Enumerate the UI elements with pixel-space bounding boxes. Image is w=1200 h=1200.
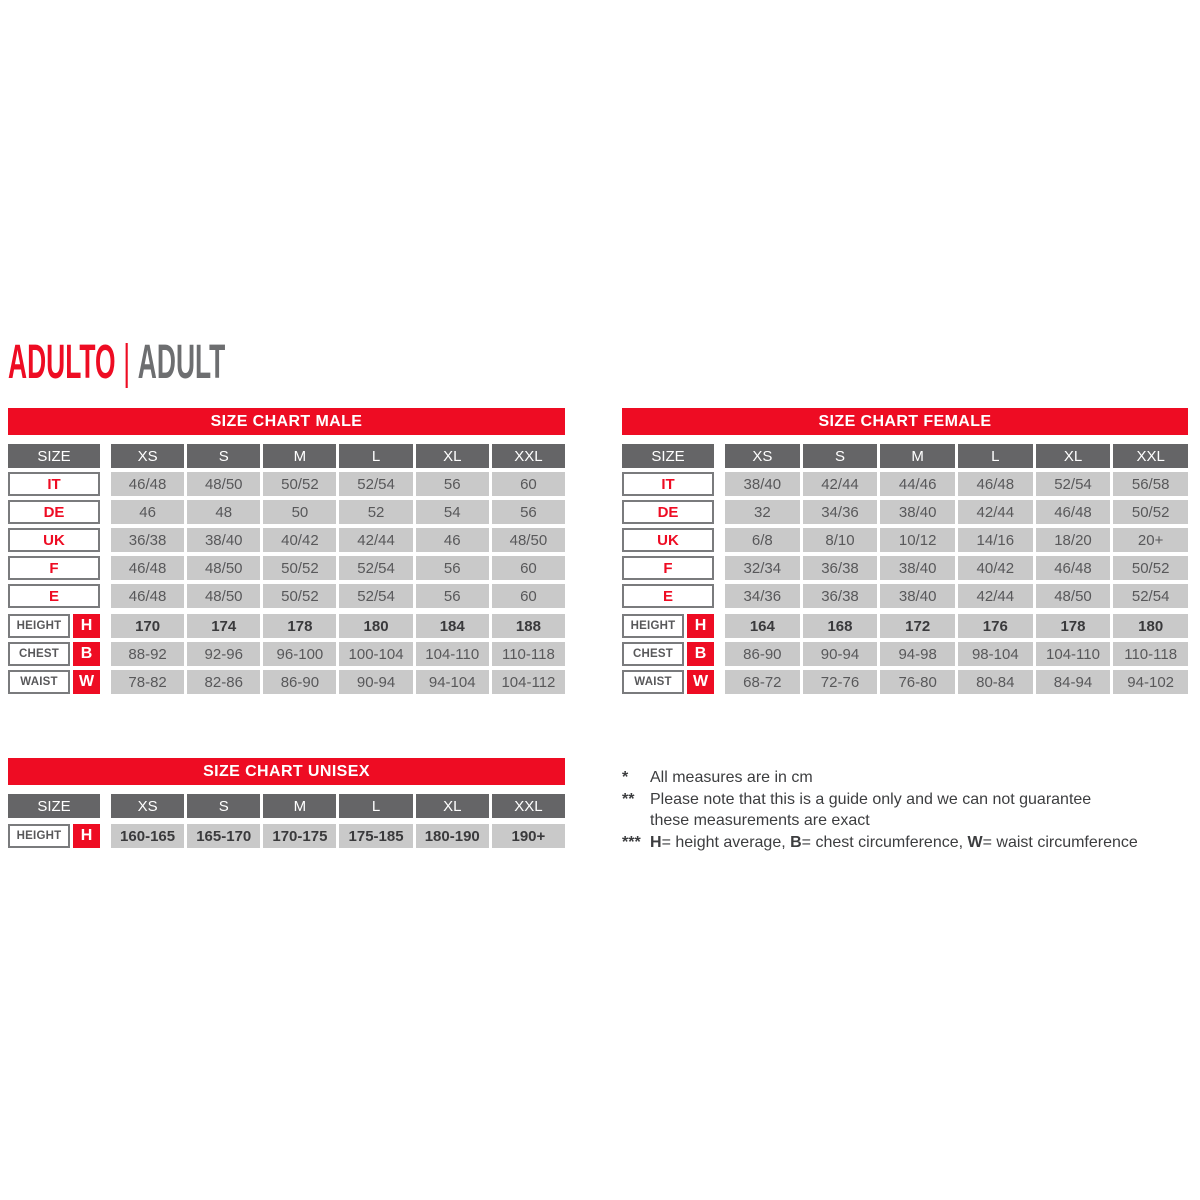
measure-cell: 174 bbox=[187, 614, 260, 638]
spacer bbox=[717, 584, 722, 608]
size-cell: 52/54 bbox=[339, 556, 412, 580]
size-cell: 48 bbox=[187, 500, 260, 524]
spacer bbox=[717, 472, 722, 496]
measure-label: WAIST bbox=[8, 670, 70, 694]
size-cell: 46/48 bbox=[111, 556, 184, 580]
measure-label: WAIST bbox=[622, 670, 684, 694]
legend-h-text: = height average, bbox=[661, 833, 791, 851]
female-row-de bbox=[622, 500, 1188, 524]
size-cell: 46/48 bbox=[1036, 556, 1111, 580]
column-header: SIZE bbox=[622, 444, 714, 468]
page-title-primary: ADULTO bbox=[8, 336, 116, 389]
column-header: L bbox=[958, 444, 1033, 468]
size-cell: 42/44 bbox=[339, 528, 412, 552]
female-row-it bbox=[622, 472, 1188, 496]
female-row-f bbox=[622, 556, 1188, 580]
row-label: UK bbox=[8, 528, 100, 552]
column-header: XS bbox=[111, 794, 184, 818]
measure-cell: 82-86 bbox=[187, 670, 260, 694]
legend-b-text: = chest circumference, bbox=[801, 833, 968, 851]
size-cell: 38/40 bbox=[880, 584, 955, 608]
unisex-row-height bbox=[8, 824, 565, 848]
row-label: UK bbox=[622, 528, 714, 552]
spacer bbox=[717, 444, 722, 468]
size-cell: 32 bbox=[725, 500, 800, 524]
unisex-header-row bbox=[8, 794, 565, 818]
size-cell: 46/48 bbox=[1036, 500, 1111, 524]
measure-label: HEIGHT bbox=[8, 824, 70, 848]
size-chart-male-title: SIZE CHART MALE bbox=[8, 408, 565, 435]
spacer bbox=[103, 472, 108, 496]
measure-cell: 160-165 bbox=[111, 824, 184, 848]
column-header: XL bbox=[416, 444, 489, 468]
measure-cell: 94-98 bbox=[880, 642, 955, 666]
measure-cell: 188 bbox=[492, 614, 565, 638]
size-cell: 14/16 bbox=[958, 528, 1033, 552]
size-cell: 38/40 bbox=[187, 528, 260, 552]
footnote-text: Please note that this is a guide only and we can not guarantee these measurements are exact bbox=[650, 790, 1092, 829]
measure-label-area bbox=[622, 670, 714, 694]
spacer bbox=[103, 670, 108, 694]
spacer bbox=[103, 824, 108, 848]
measure-cell: 110-118 bbox=[492, 642, 565, 666]
size-cell: 46/48 bbox=[111, 472, 184, 496]
row-label: DE bbox=[8, 500, 100, 524]
measure-cell: 84-94 bbox=[1036, 670, 1111, 694]
spacer bbox=[717, 556, 722, 580]
male-row-uk bbox=[8, 528, 565, 552]
measure-cell: 90-94 bbox=[339, 670, 412, 694]
measure-cell: 76-80 bbox=[880, 670, 955, 694]
page-title-secondary: ADULT bbox=[137, 336, 226, 389]
measure-label-area bbox=[8, 670, 100, 694]
measure-cell: 90-94 bbox=[803, 642, 878, 666]
size-cell: 20+ bbox=[1113, 528, 1188, 552]
size-chart-unisex bbox=[8, 758, 565, 852]
male-row-it bbox=[8, 472, 565, 496]
female-row-chest bbox=[622, 642, 1188, 666]
row-label: IT bbox=[8, 472, 100, 496]
measure-letter-badge: H bbox=[687, 614, 714, 638]
size-cell: 18/20 bbox=[1036, 528, 1111, 552]
size-cell: 42/44 bbox=[958, 584, 1033, 608]
measure-letter-badge: B bbox=[687, 642, 714, 666]
size-cell: 52/54 bbox=[1113, 584, 1188, 608]
size-cell: 50 bbox=[263, 500, 336, 524]
page-title-separator: | bbox=[123, 336, 131, 389]
female-row-waist bbox=[622, 670, 1188, 694]
measure-cell: 104-110 bbox=[1036, 642, 1111, 666]
footnotes bbox=[622, 767, 1200, 853]
measure-label: CHEST bbox=[8, 642, 70, 666]
size-cell: 56 bbox=[416, 472, 489, 496]
size-cell: 56 bbox=[416, 584, 489, 608]
measure-cell: 180-190 bbox=[416, 824, 489, 848]
size-cell: 56 bbox=[492, 500, 565, 524]
measure-cell: 110-118 bbox=[1113, 642, 1188, 666]
measure-cell: 104-112 bbox=[492, 670, 565, 694]
size-cell: 36/38 bbox=[803, 584, 878, 608]
measure-cell: 92-96 bbox=[187, 642, 260, 666]
size-cell: 52/54 bbox=[339, 584, 412, 608]
column-header: XXL bbox=[492, 444, 565, 468]
footnote-text bbox=[650, 832, 1200, 854]
size-cell: 38/40 bbox=[880, 500, 955, 524]
size-cell: 52/54 bbox=[1036, 472, 1111, 496]
column-header: S bbox=[803, 444, 878, 468]
spacer bbox=[103, 528, 108, 552]
row-label: DE bbox=[622, 500, 714, 524]
measure-cell: 164 bbox=[725, 614, 800, 638]
column-header: SIZE bbox=[8, 794, 100, 818]
footnote-marker: ** bbox=[622, 790, 635, 808]
male-row-chest bbox=[8, 642, 565, 666]
measure-letter-badge: H bbox=[73, 824, 100, 848]
size-cell: 34/36 bbox=[803, 500, 878, 524]
female-row-uk bbox=[622, 528, 1188, 552]
column-header: L bbox=[339, 794, 412, 818]
measure-label-area bbox=[8, 642, 100, 666]
size-chart-unisex-title: SIZE CHART UNISEX bbox=[8, 758, 565, 785]
column-header: XL bbox=[1036, 444, 1111, 468]
measure-label: HEIGHT bbox=[8, 614, 70, 638]
measure-cell: 94-102 bbox=[1113, 670, 1188, 694]
male-row-de bbox=[8, 500, 565, 524]
legend-h: H bbox=[650, 833, 662, 851]
column-header: XXL bbox=[1113, 444, 1188, 468]
measure-cell: 80-84 bbox=[958, 670, 1033, 694]
size-cell: 46 bbox=[416, 528, 489, 552]
measure-cell: 100-104 bbox=[339, 642, 412, 666]
size-cell: 48/50 bbox=[187, 556, 260, 580]
size-cell: 42/44 bbox=[958, 500, 1033, 524]
male-row-e bbox=[8, 584, 565, 608]
size-cell: 60 bbox=[492, 472, 565, 496]
measure-cell: 165-170 bbox=[187, 824, 260, 848]
measure-letter-badge: B bbox=[73, 642, 100, 666]
measure-cell: 86-90 bbox=[263, 670, 336, 694]
size-cell: 54 bbox=[416, 500, 489, 524]
measure-cell: 78-82 bbox=[111, 670, 184, 694]
measure-cell: 175-185 bbox=[339, 824, 412, 848]
legend-b: B bbox=[790, 833, 802, 851]
size-cell: 36/38 bbox=[803, 556, 878, 580]
size-cell: 50/52 bbox=[263, 556, 336, 580]
size-chart-female bbox=[622, 408, 1188, 698]
male-row-f bbox=[8, 556, 565, 580]
size-cell: 48/50 bbox=[1036, 584, 1111, 608]
measure-cell: 170 bbox=[111, 614, 184, 638]
column-header: XS bbox=[111, 444, 184, 468]
column-header: S bbox=[187, 444, 260, 468]
row-label: E bbox=[622, 584, 714, 608]
size-cell: 38/40 bbox=[725, 472, 800, 496]
footnote-legend bbox=[622, 832, 1200, 854]
footnote-marker: * bbox=[622, 769, 629, 786]
size-cell: 8/10 bbox=[803, 528, 878, 552]
spacer bbox=[103, 642, 108, 666]
spacer bbox=[103, 444, 108, 468]
measure-cell: 172 bbox=[880, 614, 955, 638]
measure-cell: 178 bbox=[263, 614, 336, 638]
measure-label-area bbox=[622, 642, 714, 666]
measure-cell: 168 bbox=[803, 614, 878, 638]
size-cell: 42/44 bbox=[803, 472, 878, 496]
spacer bbox=[103, 794, 108, 818]
size-cell: 50/52 bbox=[263, 472, 336, 496]
measure-letter-badge: W bbox=[73, 670, 100, 694]
row-label: F bbox=[8, 556, 100, 580]
size-cell: 38/40 bbox=[880, 556, 955, 580]
measure-label: CHEST bbox=[622, 642, 684, 666]
female-header-row bbox=[622, 444, 1188, 468]
measure-cell: 98-104 bbox=[958, 642, 1033, 666]
spacer bbox=[717, 642, 722, 666]
size-cell: 10/12 bbox=[880, 528, 955, 552]
size-chart-female-title: SIZE CHART FEMALE bbox=[622, 408, 1188, 435]
spacer bbox=[717, 528, 722, 552]
measure-cell: 190+ bbox=[492, 824, 565, 848]
measure-cell: 86-90 bbox=[725, 642, 800, 666]
size-cell: 56 bbox=[416, 556, 489, 580]
size-cell: 36/38 bbox=[111, 528, 184, 552]
measure-cell: 180 bbox=[1113, 614, 1188, 638]
size-cell: 6/8 bbox=[725, 528, 800, 552]
male-row-height bbox=[8, 614, 565, 638]
measure-cell: 170-175 bbox=[263, 824, 336, 848]
size-cell: 50/52 bbox=[1113, 556, 1188, 580]
size-cell: 60 bbox=[492, 584, 565, 608]
size-cell: 52 bbox=[339, 500, 412, 524]
spacer bbox=[103, 584, 108, 608]
row-label: E bbox=[8, 584, 100, 608]
footnote-guide bbox=[622, 789, 1200, 832]
size-chart-male bbox=[8, 408, 565, 698]
column-header: S bbox=[187, 794, 260, 818]
male-header-row bbox=[8, 444, 565, 468]
size-cell: 48/50 bbox=[187, 472, 260, 496]
measure-cell: 72-76 bbox=[803, 670, 878, 694]
size-cell: 32/34 bbox=[725, 556, 800, 580]
measure-letter-badge: H bbox=[73, 614, 100, 638]
male-row-waist bbox=[8, 670, 565, 694]
column-header: XS bbox=[725, 444, 800, 468]
size-cell: 60 bbox=[492, 556, 565, 580]
measure-label-area bbox=[622, 614, 714, 638]
size-cell: 34/36 bbox=[725, 584, 800, 608]
spacer bbox=[103, 614, 108, 638]
column-header: SIZE bbox=[8, 444, 100, 468]
measure-label-area bbox=[8, 614, 100, 638]
measure-cell: 96-100 bbox=[263, 642, 336, 666]
spacer bbox=[717, 614, 722, 638]
footnote-marker: *** bbox=[622, 833, 641, 851]
legend-w: W bbox=[967, 833, 983, 851]
size-cell: 40/42 bbox=[263, 528, 336, 552]
size-cell: 48/50 bbox=[187, 584, 260, 608]
spacer bbox=[717, 500, 722, 524]
page-title bbox=[8, 336, 226, 389]
measure-label-area bbox=[8, 824, 100, 848]
size-cell: 44/46 bbox=[880, 472, 955, 496]
column-header: L bbox=[339, 444, 412, 468]
row-label: IT bbox=[622, 472, 714, 496]
column-header: M bbox=[263, 794, 336, 818]
female-row-e bbox=[622, 584, 1188, 608]
measure-cell: 94-104 bbox=[416, 670, 489, 694]
size-cell: 50/52 bbox=[1113, 500, 1188, 524]
size-cell: 46/48 bbox=[111, 584, 184, 608]
column-header: XXL bbox=[492, 794, 565, 818]
size-cell: 46/48 bbox=[958, 472, 1033, 496]
spacer bbox=[717, 670, 722, 694]
column-header: XL bbox=[416, 794, 489, 818]
measure-cell: 88-92 bbox=[111, 642, 184, 666]
measure-cell: 176 bbox=[958, 614, 1033, 638]
measure-cell: 178 bbox=[1036, 614, 1111, 638]
spacer bbox=[103, 500, 108, 524]
size-cell: 52/54 bbox=[339, 472, 412, 496]
size-cell: 56/58 bbox=[1113, 472, 1188, 496]
size-cell: 50/52 bbox=[263, 584, 336, 608]
column-header: M bbox=[880, 444, 955, 468]
row-label: F bbox=[622, 556, 714, 580]
column-header: M bbox=[263, 444, 336, 468]
size-cell: 46 bbox=[111, 500, 184, 524]
footnote-text: All measures are in cm bbox=[650, 769, 813, 786]
size-cell: 48/50 bbox=[492, 528, 565, 552]
measure-cell: 104-110 bbox=[416, 642, 489, 666]
female-row-height bbox=[622, 614, 1188, 638]
measure-label: HEIGHT bbox=[622, 614, 684, 638]
legend-w-text: = waist circumference bbox=[982, 833, 1138, 851]
spacer bbox=[103, 556, 108, 580]
measure-cell: 180 bbox=[339, 614, 412, 638]
size-cell: 40/42 bbox=[958, 556, 1033, 580]
measure-cell: 68-72 bbox=[725, 670, 800, 694]
measure-cell: 184 bbox=[416, 614, 489, 638]
footnote-measures bbox=[622, 767, 1200, 789]
measure-letter-badge: W bbox=[687, 670, 714, 694]
